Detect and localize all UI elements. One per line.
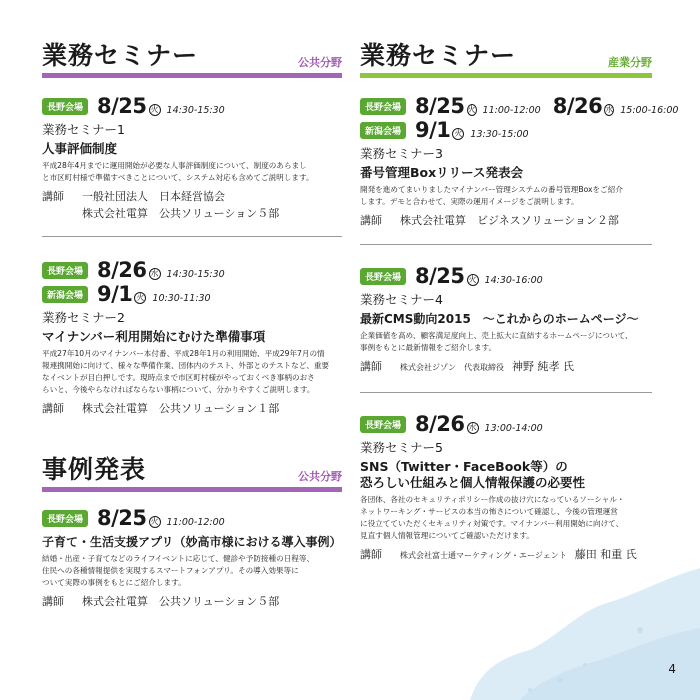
seminar-number: 業務セミナー3 bbox=[360, 146, 443, 161]
lecturer-org: 株式会社電算 公共ソリューション５部 bbox=[82, 207, 280, 220]
description-line: 平成27年10月のマイナンバー本付番、平成28年1月の利用開始、平成29年7月の情 bbox=[42, 349, 325, 358]
venue-badge: 長野会場 bbox=[360, 98, 406, 115]
schedule-row bbox=[42, 506, 342, 528]
seminar-topic: 人事評価制度 bbox=[42, 141, 118, 156]
lecturer-name: 藤田 和重 氏 bbox=[574, 548, 637, 561]
time: 15:00-16:00 bbox=[620, 105, 679, 116]
date: 8/25 bbox=[415, 94, 465, 118]
seminar-description bbox=[42, 348, 342, 396]
description-line: 事例をもとに最新情報をご紹介します。 bbox=[360, 343, 497, 352]
time: 14:30-15:30 bbox=[166, 269, 225, 280]
description-line: 企業価値を高め、顧客満足度向上、売上拡大に直結するホームページについて、 bbox=[360, 331, 633, 340]
time: 13:00-14:00 bbox=[484, 423, 543, 434]
seminar-5 bbox=[360, 412, 660, 564]
right-column bbox=[360, 0, 679, 700]
divider bbox=[42, 236, 342, 237]
time: 14:30-16:00 bbox=[484, 275, 543, 286]
seminar-number: 業務セミナー1 bbox=[42, 122, 125, 137]
schedule-row bbox=[42, 94, 342, 116]
description-line: 平成28年4月までに運用開始が必要な人事評価制度について、制度のあらまし bbox=[42, 161, 307, 170]
time: 11:00-12:00 bbox=[482, 105, 541, 116]
schedule-row bbox=[360, 412, 660, 434]
section-title: 業務セミナー bbox=[42, 41, 199, 70]
description-line: ネットワーキング・サービスの本当の怖さについて確認し、今後の管理運営 bbox=[360, 507, 618, 516]
date: 8/25 bbox=[97, 94, 147, 118]
lecturer-label: 講師 bbox=[360, 548, 382, 561]
description-line: らいと、今後やらなければならない事柄について、分かりやすくご説明します。 bbox=[42, 385, 315, 394]
date: 9/1 bbox=[97, 282, 133, 306]
time: 11:00-12:00 bbox=[166, 517, 225, 528]
description-line: 見直す個人情報管理についてご確認いただけます。 bbox=[360, 531, 534, 540]
seminar-topic: マイナンバー利用開始にむけた準備事項 bbox=[42, 329, 266, 344]
lecturer-label: 講師 bbox=[42, 402, 64, 415]
seminar-1 bbox=[42, 94, 342, 222]
description-line: なイベントが目白押しです。現時点まで市区町村様がやっておくべき事柄のおさ bbox=[42, 373, 315, 382]
venue-badge: 長野会場 bbox=[42, 510, 88, 527]
weekday-mark: 火 bbox=[136, 293, 145, 302]
weekday-mark: 火 bbox=[468, 275, 477, 284]
description-line: 住民への各種情報提供を実現するスマートフォンアプリ。その導入効果等に bbox=[42, 566, 299, 575]
seminar-topic: 最新CMS動向2015 ～これからのホームページ～ bbox=[360, 312, 639, 326]
section-underline bbox=[42, 487, 342, 492]
lecturer-org: 株式会社電算 公共ソリューション５部 bbox=[82, 595, 280, 608]
lecturer-name: 神野 純孝 氏 bbox=[512, 360, 574, 373]
seminar-3 bbox=[360, 94, 679, 229]
venue-badge: 新潟会場 bbox=[42, 286, 88, 303]
lecturer-org: 一般社団法人 日本経営協会 bbox=[82, 190, 225, 203]
seminar-description bbox=[360, 494, 660, 542]
description-line: します。デモと合わせて、実際の運用イメージをご説明します。 bbox=[360, 197, 579, 206]
date: 8/26 bbox=[552, 94, 603, 118]
lecturer bbox=[42, 188, 342, 222]
schedule-row bbox=[360, 264, 660, 286]
lecturer bbox=[360, 358, 660, 376]
time: 10:30-11:30 bbox=[152, 293, 211, 304]
date: 8/25 bbox=[97, 506, 147, 530]
lecturer-org: 株式会社ジゾン 代表取締役 bbox=[400, 363, 504, 372]
topic-line: 恐ろしい仕組みと個人情報保護の必要性 bbox=[360, 475, 586, 490]
seminar-4 bbox=[360, 264, 660, 376]
seminar-description bbox=[360, 330, 660, 354]
seminar-2 bbox=[42, 258, 342, 417]
date: 9/1 bbox=[415, 118, 451, 142]
description-line: 結婚・出産・子育てなどのライフイベントに応じて、健診や予防接種の日程等、 bbox=[42, 554, 315, 563]
description-line: に役立てていただくセキュリティ対策です。マイナンバー利用開始に向けて、 bbox=[360, 519, 624, 528]
topic-line: SNS（Twitter・FaceBook等）の bbox=[360, 459, 568, 474]
section-heading-business-public bbox=[42, 38, 342, 78]
lecturer-label: 講師 bbox=[360, 214, 382, 227]
description-line: 開発を進めてまいりましたマイナンバー管理システムの番号管理Boxをご紹介 bbox=[360, 185, 623, 194]
description-line: ついて実際の事例をもとにご紹介します。 bbox=[42, 578, 186, 587]
section-underline bbox=[360, 73, 652, 78]
time: 14:30-15:30 bbox=[166, 105, 225, 116]
seminar-description bbox=[42, 553, 342, 589]
lecturer-label: 講師 bbox=[42, 190, 64, 203]
seminar-number: 業務セミナー5 bbox=[360, 440, 443, 455]
venue-badge: 長野会場 bbox=[360, 268, 406, 285]
time: 13:30-15:00 bbox=[470, 129, 529, 140]
left-column bbox=[42, 0, 342, 700]
section-field: 公共分野 bbox=[298, 56, 342, 69]
schedule-row bbox=[360, 118, 660, 140]
page-number: 4 bbox=[668, 662, 676, 676]
lecturer-org: 株式会社電算 ビジネスソリューション２部 bbox=[400, 214, 619, 227]
date: 8/26 bbox=[415, 412, 465, 436]
section-field: 公共分野 bbox=[298, 470, 342, 483]
weekday-mark: 水 bbox=[150, 269, 159, 278]
weekday-mark: 火 bbox=[467, 105, 476, 114]
date: 8/25 bbox=[415, 264, 465, 288]
weekday-mark: 水 bbox=[468, 423, 477, 432]
venue-badge: 長野会場 bbox=[42, 262, 88, 279]
weekday-mark: 火 bbox=[150, 517, 159, 526]
lecturer bbox=[42, 400, 342, 417]
schedule-row bbox=[42, 282, 342, 304]
venue-badge: 長野会場 bbox=[42, 98, 88, 115]
seminar-topic bbox=[360, 459, 660, 491]
section-heading-business-industry bbox=[360, 38, 652, 78]
lecturer-org: 株式会社電算 公共ソリューション１部 bbox=[82, 402, 280, 415]
schedule-row bbox=[42, 258, 342, 280]
section-field: 産業分野 bbox=[608, 56, 652, 69]
description-line: と市区町村様で準備すべきことについて、システム対応も含めてご説明します。 bbox=[42, 173, 314, 182]
seminar-description bbox=[360, 184, 660, 208]
lecturer-label: 講師 bbox=[360, 360, 382, 373]
section-title: 事例発表 bbox=[42, 455, 147, 484]
seminar-number: 業務セミナー4 bbox=[360, 292, 443, 307]
section-underline bbox=[42, 73, 342, 78]
section-heading-case-study-public bbox=[42, 452, 342, 492]
section-title: 業務セミナー bbox=[360, 41, 517, 70]
seminar-topic: 子育て・生活支援アプリ（妙高市様における導入事例） bbox=[42, 535, 342, 549]
weekday-mark: 水 bbox=[605, 105, 614, 114]
venue-badge: 長野会場 bbox=[360, 416, 406, 433]
divider bbox=[360, 244, 652, 245]
date: 8/26 bbox=[97, 258, 147, 282]
description-line: 各団体、各社のセキュリティポリシー作成の抜け穴になっているソーシャル・ bbox=[360, 495, 625, 504]
schedule-row bbox=[360, 94, 679, 118]
description-line: 報連携開始に向けて、様々な準備作業、団体内のテスト、外部とのテストなど、重要 bbox=[42, 361, 330, 370]
seminar-description bbox=[42, 160, 342, 184]
divider bbox=[360, 392, 652, 393]
weekday-mark: 火 bbox=[454, 129, 463, 138]
lecturer bbox=[42, 593, 342, 610]
weekday-mark: 火 bbox=[150, 105, 159, 114]
seminar-number: 業務セミナー2 bbox=[42, 310, 125, 325]
seminar-topic: 番号管理Boxリリース発表会 bbox=[360, 165, 524, 180]
lecturer-org: 株式会社富士通マーケティング・エージェント bbox=[400, 551, 567, 560]
lecturer-label: 講師 bbox=[42, 595, 64, 608]
venue-badge: 新潟会場 bbox=[360, 122, 406, 139]
lecturer bbox=[360, 546, 660, 564]
case-study bbox=[42, 506, 342, 610]
lecturer bbox=[360, 212, 660, 229]
